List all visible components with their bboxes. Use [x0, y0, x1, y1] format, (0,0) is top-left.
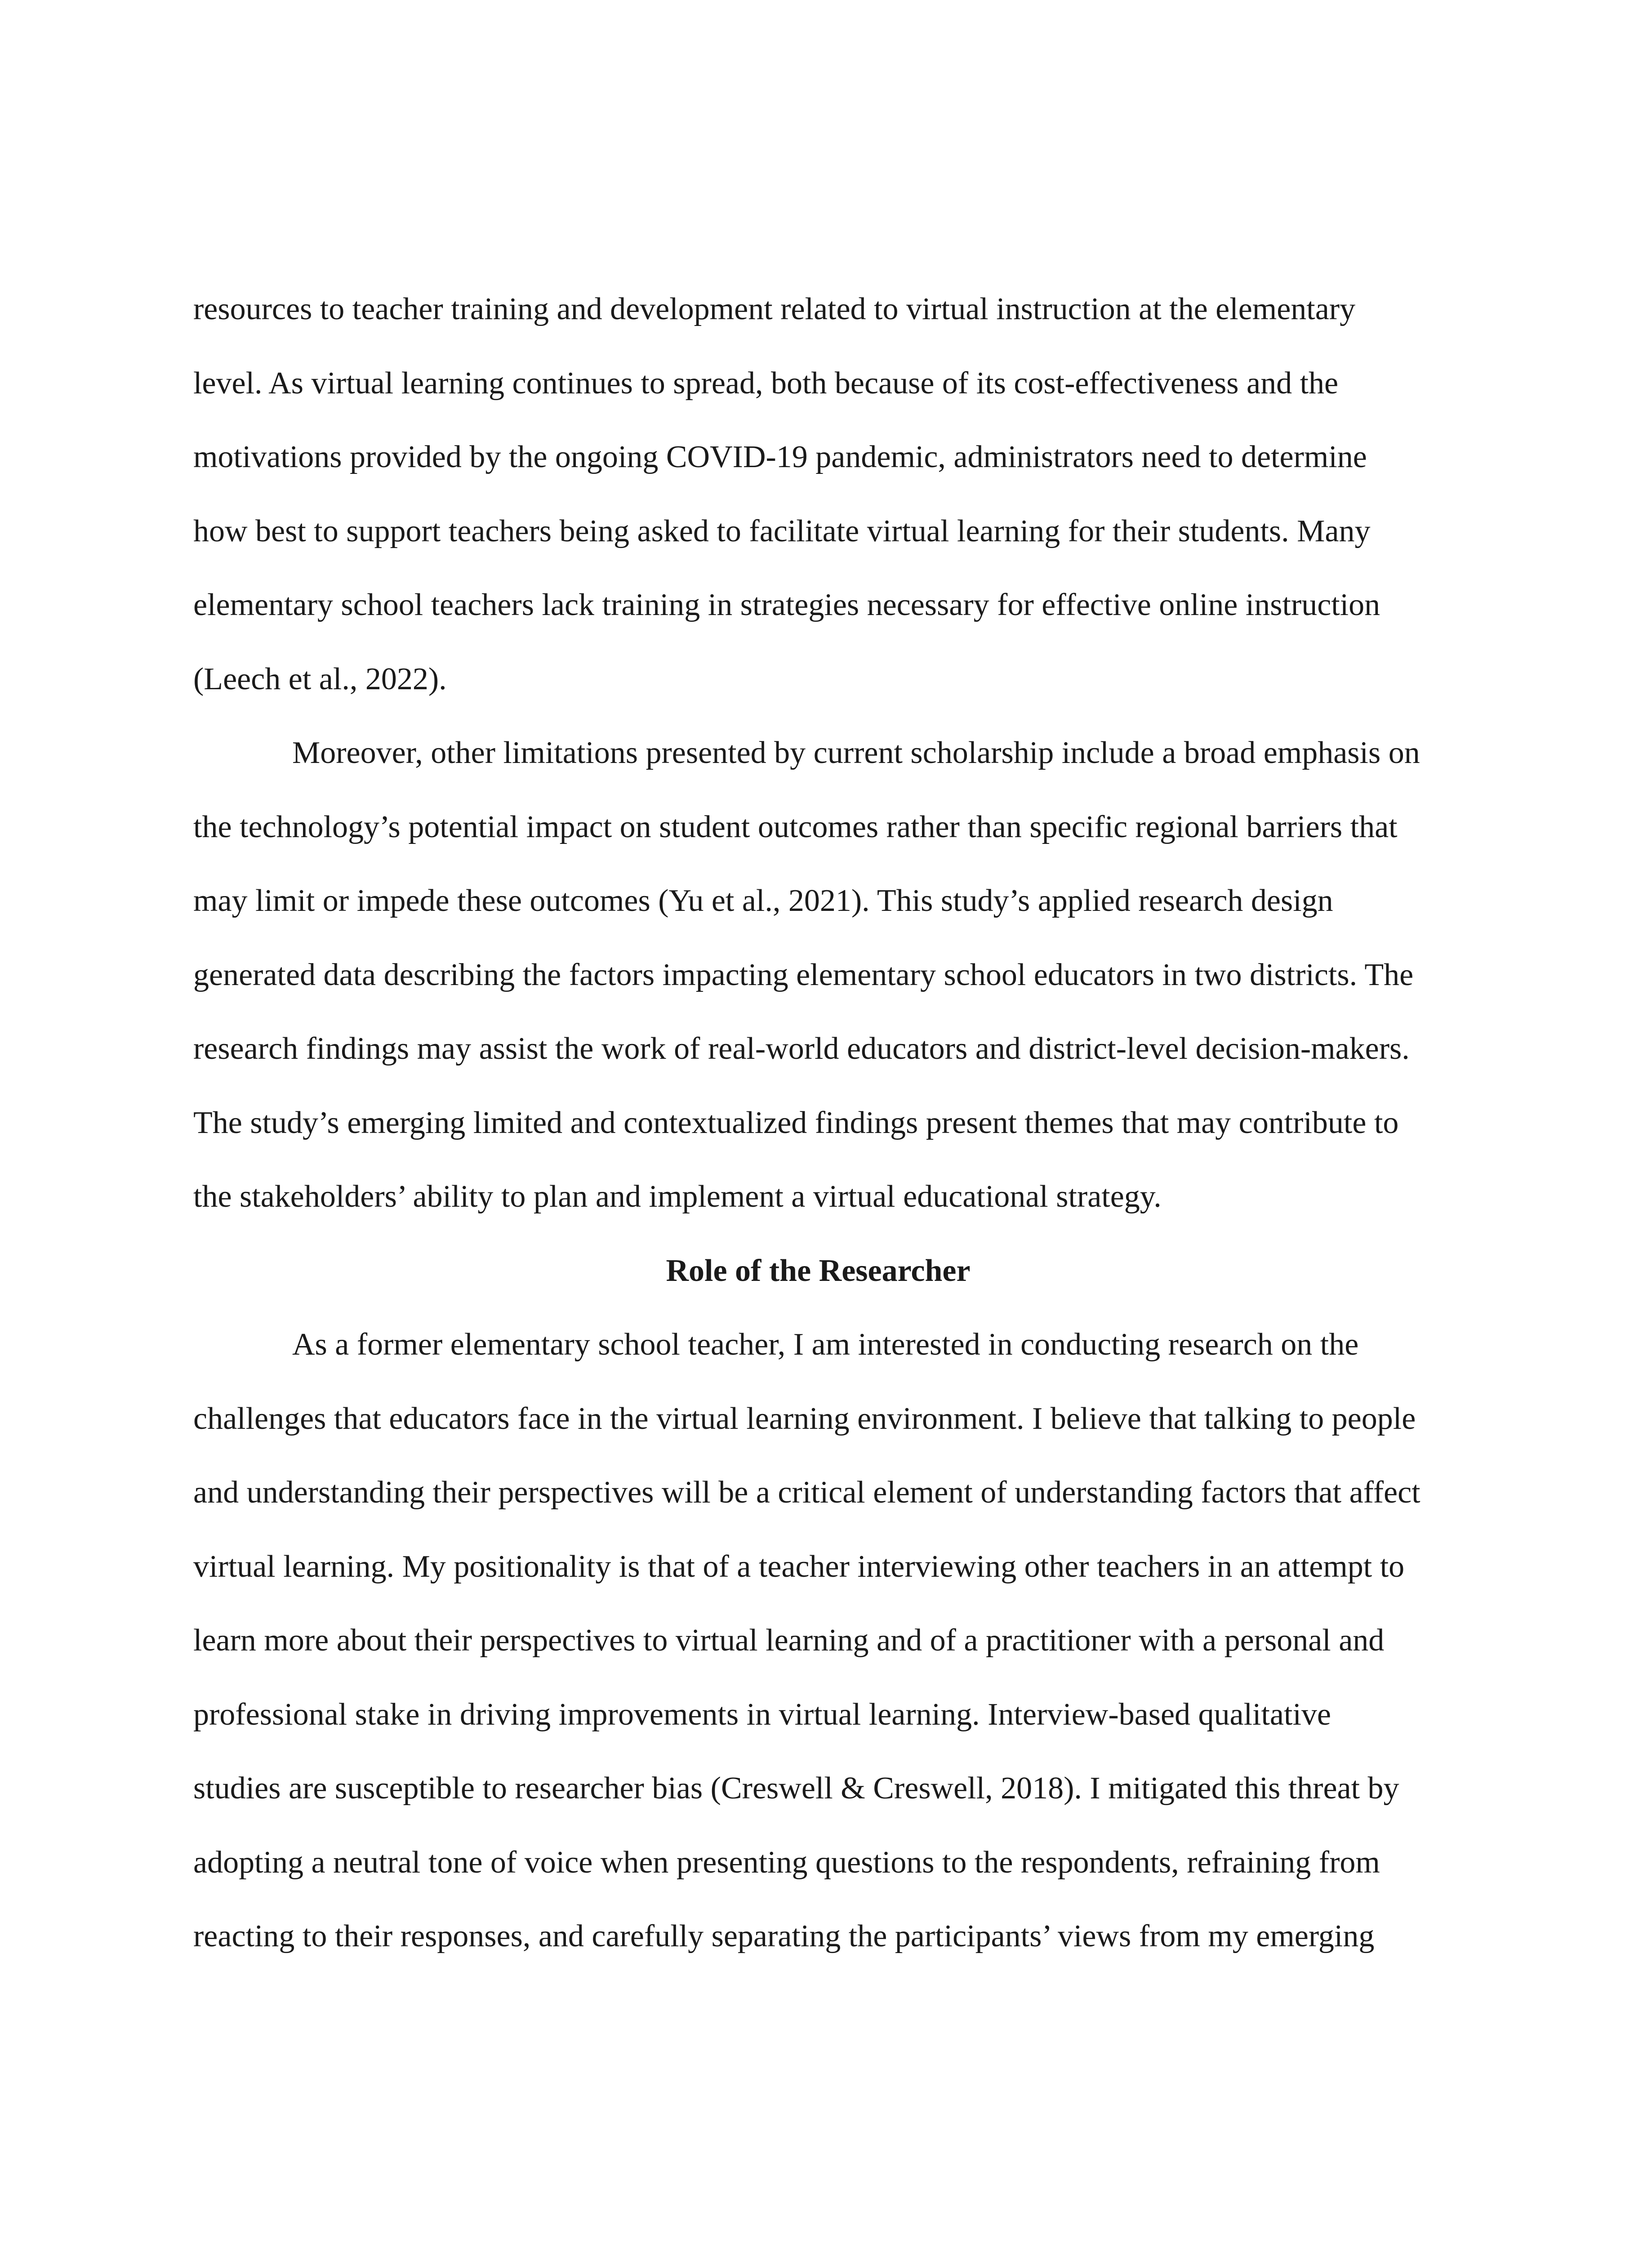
text-line: the technology’s potential impact on student outcomes rather than specific regional barriers that: [193, 809, 1398, 844]
text-line: studies are susceptible to researcher bias (Creswell & Creswell, 2018). I mitigated this threat by: [193, 1771, 1399, 1806]
text-line: Moreover, other limitations presented by current scholarship include a broad emphasis on: [292, 736, 1420, 770]
text-line: may limit or impede these outcomes (Yu et al., 2021). This study’s applied research design: [193, 883, 1333, 918]
text-line: challenges that educators face in the virtual learning environment. I believe that talking to people: [193, 1401, 1416, 1436]
paragraph-continued: [193, 291, 1470, 735]
text-line: research findings may assist the work of real-world educators and district-level decision-makers.: [193, 1031, 1410, 1066]
text-line: resources to teacher training and development related to virtual instruction at the elementary: [193, 292, 1356, 326]
text-line: learn more about their perspectives to virtual learning and of a practitioner with a personal and: [193, 1623, 1385, 1658]
body-text: [193, 291, 1470, 1993]
text-line: professional stake in driving improvements in virtual learning. Interview-based qualitative: [193, 1697, 1331, 1732]
text-line: As a former elementary school teacher, I am interested in conducting research on the: [292, 1327, 1359, 1362]
text-line: The study’s emerging limited and contextualized findings present themes that may contribute to: [193, 1105, 1399, 1140]
text-line: motivations provided by the ongoing COVID-19 pandemic, administrators need to determine: [193, 440, 1367, 474]
text-line: generated data describing the factors impacting elementary school educators in two districts. The: [193, 957, 1414, 992]
text-line: and understanding their perspectives will be a critical element of understanding factors that affect: [193, 1475, 1420, 1510]
text-line: (Leech et al., 2022).: [193, 661, 447, 696]
text-line: elementary school teachers lack training in strategies necessary for effective online instruction: [193, 588, 1380, 622]
text-line: adopting a neutral tone of voice when presenting questions to the respondents, refraining from: [193, 1845, 1380, 1880]
text-line: reacting to their responses, and carefully separating the participants’ views from my emerging: [193, 1919, 1375, 1954]
paragraph-researcher-role: [193, 1327, 1470, 1993]
text-line: virtual learning. My positionality is that of a teacher interviewing other teachers in an attempt to: [193, 1549, 1405, 1584]
text-line: level. As virtual learning continues to spread, both because of its cost-effectiveness and the: [193, 366, 1339, 401]
text-line: the stakeholders’ ability to plan and implement a virtual educational strategy.: [193, 1179, 1162, 1214]
paragraph-limitations: [193, 735, 1470, 1253]
text-line: how best to support teachers being asked to facilitate virtual learning for their students. Many: [193, 513, 1371, 549]
section-heading: Role of the Researcher: [666, 1253, 971, 1288]
